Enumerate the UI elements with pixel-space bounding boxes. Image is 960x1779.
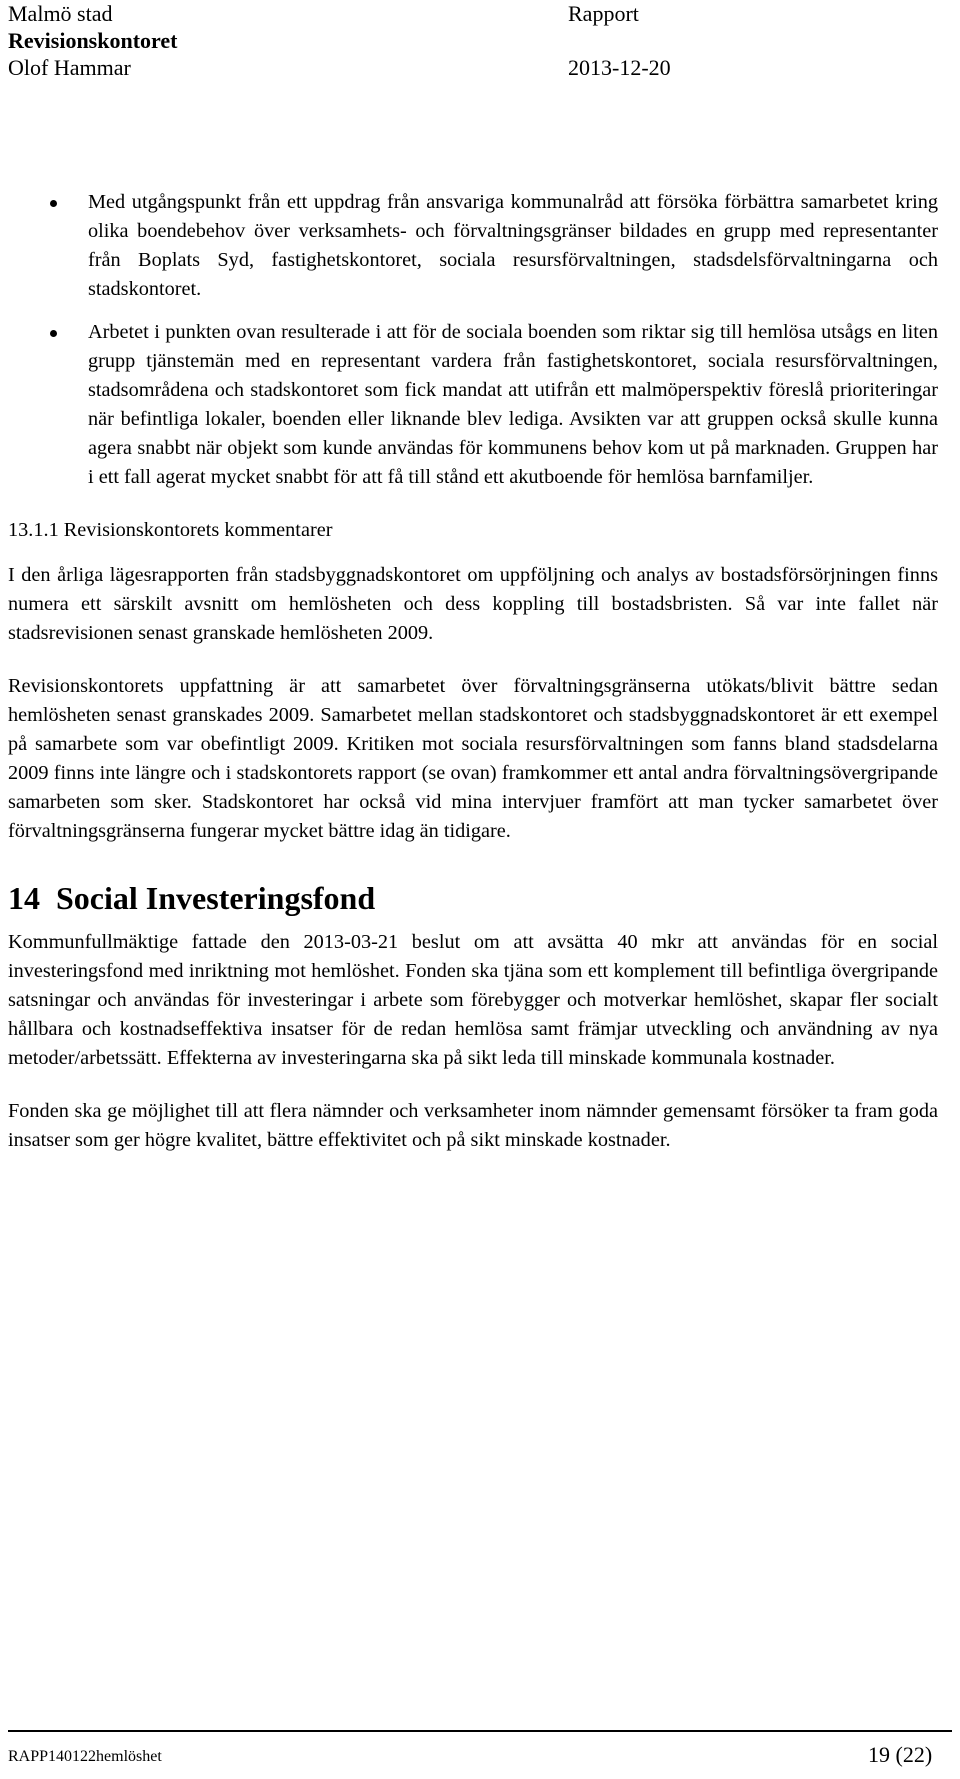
bullet-text: Arbetet i punkten ovan resulterade i att för de sociala boenden som riktar sig till hemlösa utsågs en liten grupp tjänstemän med en representant vardera från fastighetskontoret, sociala resursförvaltningen, stadsområdena och stadskontoret som fick mandat att utifrån ett malmöperspektiv föreslå prioriteringar när befintliga lokaler, boenden eller liknande blev lediga. Avsikten var att gruppen också skulle kunna agera snabbt när objekt som kunde användas för kommunens behov kom ut på marknaden. Gruppen har i ett fall agerat mycket snabbt för att få till stånd ett akutboende för hemlösa barnfamiljer. [88,321,938,488]
bullet-item [8,318,938,492]
bullet-icon [50,200,57,207]
paragraph: Fonden ska ge möjlighet till att flera nämnder och verksamheter inom nämnder gemensamt försöker ta fram goda insatser som ger högre kvalitet, bättre effektivitet och på sikt minskade kostnader. [8,1100,938,1151]
footer-divider [8,1730,952,1732]
header-right [568,0,671,81]
subsection-title: Revisionskontorets kommentarer [63,519,333,541]
header-dept: Revisionskontoret [8,28,178,53]
section-number: 14 [8,880,40,916]
header-doc-type: Rapport [568,1,639,26]
paragraph: Revisionskontorets uppfattning är att samarbetet över förvaltningsgränserna utökats/blivit bättre sedan hemlösheten senast granskades 2009. Samarbetet mellan stadskontoret och stadsbyggnadskontoret är ett exempel på samarbete som var obefintligt 2009. Kritiken mot sociala resursförvaltningen som fanns bland stadsdelarna 2009 finns inte längre och i stadskontorets rapport (se ovan) framkommer ett antal andra förvaltningsövergripande samarbeten som sker. Stadskontoret har också vid mina intervjuer framfört att man tycker samarbetet över förvaltningsgränserna fungerar mycket bättre idag än tidigare. [8,675,938,842]
section-heading [8,878,938,918]
header-org: Malmö stad [8,1,113,26]
bullet-item [8,188,938,304]
header-date: 2013-12-20 [568,55,671,80]
footer-doc-id: RAPP140122hemlöshet [8,1748,162,1765]
footer-page-number: 19 (22) [868,1742,933,1767]
bullet-list [8,188,938,492]
bullet-text: Med utgångspunkt från ett uppdrag från ansvariga kommunalråd att försöka förbättra samarbetet kring olika boendebehov över verksamhets- och förvaltningsgränser bildades en grupp med representanter från Boplats Syd, fastighetskontoret, sociala resursförvaltningen, stadsdelsförvaltningarna och stadskontoret. [88,191,938,300]
section-title: Social Investeringsfond [56,880,376,916]
header-author: Olof Hammar [8,55,131,80]
paragraph: Kommunfullmäktige fattade den 2013-03-21 beslut om att avsätta 40 mkr att användas för en social investeringsfond med inriktning mot hemlöshet. Fonden ska tjäna som ett komplement till befintliga övergripande satsningar och användas för investeringar i arbete som förebygger och motverkar hemlöshet, skapar fler socialt hållbara och kostnadseffektiva insatser för de redan hemlösa samt främjar utveckling och användning av nya metoder/arbetssätt. Effekterna av investeringarna ska på sikt leda till minskade kommunala kostnader. [8,931,938,1069]
main-content [8,188,938,1179]
header-left [8,0,178,81]
paragraph: I den årliga lägesrapporten från stadsbyggnadskontoret om uppföljning och analys av bostadsförsörjningen finns numera ett särskilt avsnitt om hemlösheten och dess koppling till bostadsbristen. Så var inte fallet när stadsrevisionen senast granskade hemlösheten 2009. [8,564,938,644]
bullet-icon [50,330,57,337]
subsection-heading [8,516,938,545]
subsection-number: 13.1.1 [8,519,59,541]
